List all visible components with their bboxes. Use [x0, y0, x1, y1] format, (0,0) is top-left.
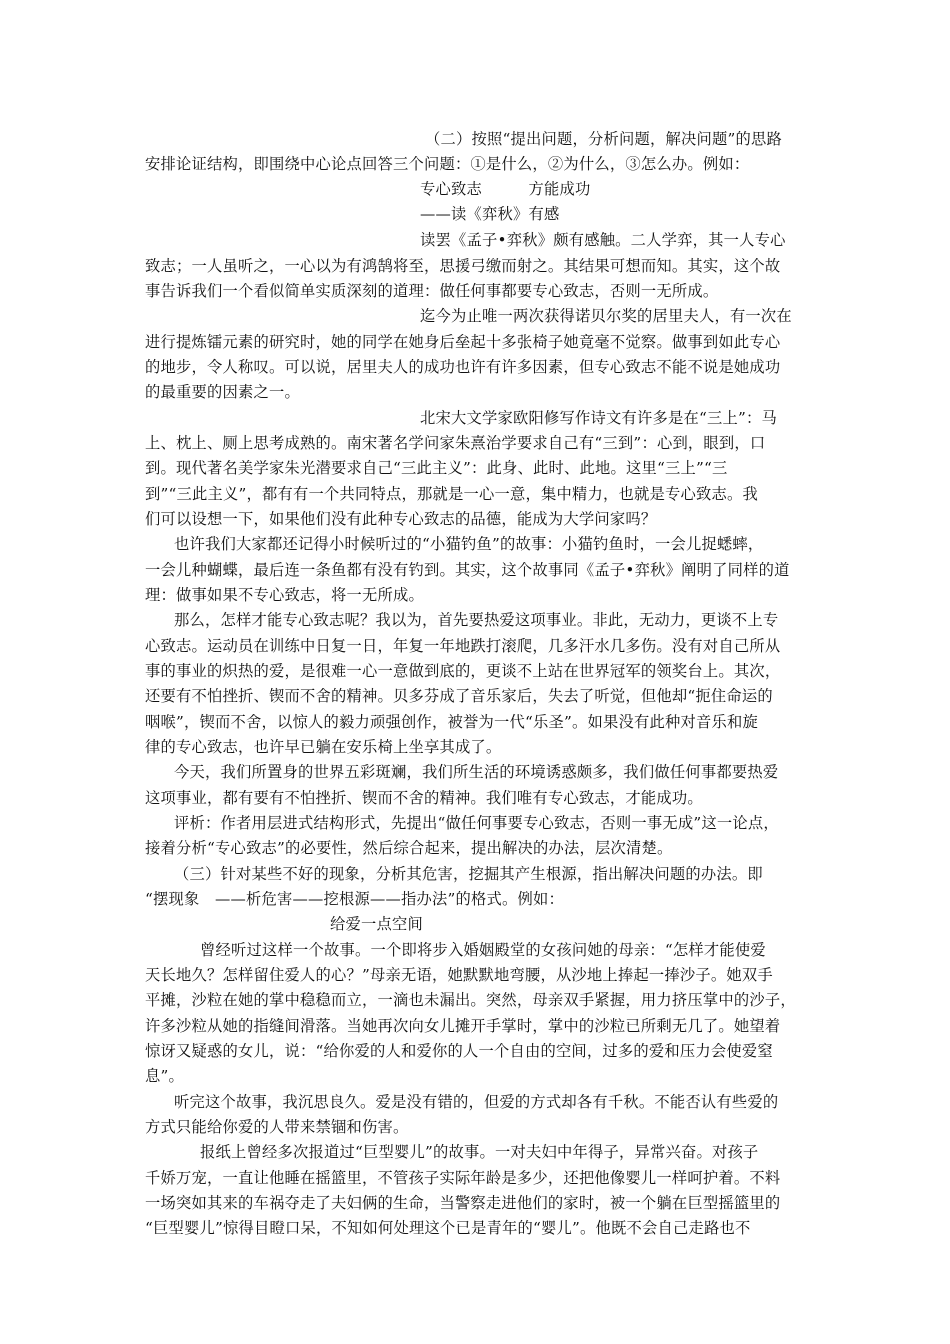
text-line: “巨型婴儿”惊得目瞪口呆，不知如何处理这个已是青年的“婴儿”。他既不会自己走路也不: [145, 1219, 751, 1237]
text-line: 北宋大文学家欧阳修写作诗文有许多是在“三上”：马: [420, 409, 777, 427]
text-line: 的最重要的因素之一。: [145, 383, 300, 401]
text-line: 进行提炼镭元素的研究时，她的同学在她身后垒起十多张椅子她竟毫不觉察。做事到如此专心: [145, 333, 781, 351]
text-line: 致志；一人虽听之，一心以为有鸿鹄将至，思援弓缴而射之。其结果可想而知。其实，这个故: [145, 257, 781, 275]
essay-title: 专心致志 方能成功: [420, 180, 591, 198]
essay-title: 给爱一点空间: [330, 915, 423, 933]
text-line: 也许我们大家都还记得小时候听过的“小猫钓鱼”的故事：小猫钓鱼时，一会儿捉蟋蟀，: [174, 535, 764, 553]
text-line: 安排论证结构，即围绕中心论点回答三个问题：①是什么，②为什么，③怎么办。例如：: [145, 155, 750, 173]
section-heading-3: （三）针对某些不好的现象，分析其危害，挖掘其产生根源，指出解决问题的办法。即: [174, 865, 763, 883]
text-line: 到”“三此主义”，都有有一个共同特点，那就是一心一意，集中精力，也就是专心致志。我: [145, 485, 758, 503]
text-line: 咽喉”，锲而不舍，以惊人的毅力顽强创作，被誉为一代“乐圣”。如果没有此种对音乐和旋: [145, 713, 758, 731]
text-line: 评析：作者用层进式结构形式，先提出“做任何事要专心致志，否则一事无成”这一论点，: [174, 814, 779, 832]
text-line: 息”。: [145, 1067, 185, 1085]
text-line: 惊讶又疑惑的女儿，说：“给你爱的人和爱你的人一个自由的空间，过多的爱和压力会使爱窒: [145, 1042, 773, 1060]
text-line: 到。现代著名美学家朱光潜要求自己“三此主义”：此身、此时、此地。这里“三上”“三: [145, 459, 728, 477]
text-line: 还要有不怕挫折、锲而不舍的精神。贝多芬成了音乐家后，失去了听觉，但他却“扼住命运的: [145, 687, 773, 705]
text-line: 一场突如其来的车祸夺走了夫妇俩的生命，当警察走进他们的家时，被一个躺在巨型摇篮里的: [145, 1194, 781, 1212]
text-line: 事的事业的炽热的爱，是很难一心一意做到底的，更谈不上站在世界冠军的领奖台上。其次，: [145, 662, 781, 680]
text-line: 平摊，沙粒在她的掌中稳稳而立，一滴也未漏出。突然，母亲双手紧握，用力挤压掌中的沙子，: [145, 991, 796, 1009]
essay-subtitle: ——读《弈秋》有感: [420, 205, 560, 223]
text-line: 一会儿种蝴蝶，最后连一条鱼都有没有钓到。其实，这个故事同《孟子•弈秋》阐明了同样的道: [145, 561, 790, 579]
text-line: “摆现象 ——析危害——挖根源——指办法”的格式。例如：: [145, 890, 564, 908]
text-line: 报纸上曾经多次报道过“巨型婴儿”的故事。一对夫妇中年得子，异常兴奋。对孩子: [200, 1143, 759, 1161]
text-line: 曾经听过这样一个故事。一个即将步入婚姻殿堂的女孩问她的母亲：“怎样才能使爱: [200, 941, 766, 959]
text-line: 事告诉我们一个看似简单实质深刻的道理：做任何事都要专心致志，否则一无所成。: [145, 282, 719, 300]
text-line: 那么，怎样才能专心致志呢？我以为，首先要热爱这项事业。非此，无动力，更谈不上专: [174, 611, 779, 629]
text-line: 千娇万宠，一直让他睡在摇篮里，不管孩子实际年龄是多少，还把他像婴儿一样呵护着。不料: [145, 1169, 781, 1187]
text-line: 迄今为止唯一两次获得诺贝尔奖的居里夫人，有一次在: [420, 307, 792, 325]
text-line: 听完这个故事，我沉思良久。爱是没有错的，但爱的方式却各有千秋。不能否认有些爱的: [174, 1093, 779, 1111]
text-line: 读罢《孟子•弈秋》颇有感触。二人学弈，其一人专心: [420, 231, 786, 249]
text-line: 们可以设想一下，如果他们没有此种专心致志的品德，能成为大学问家吗？: [145, 510, 657, 528]
text-line: 上、枕上、厕上思考成熟的。南宋著名学问家朱熹治学要求自己有“三到”：心到，眼到，口: [145, 434, 766, 452]
text-line: 这项事业，都有要有不怕挫折、锲而不舍的精神。我们唯有专心致志，才能成功。: [145, 789, 703, 807]
text-line: 天长地久？怎样留住爱人的心？”母亲无语，她默默地弯腰，从沙地上捧起一捧沙子。她双手: [145, 966, 773, 984]
text-line: 方式只能给你爱的人带来禁锢和伤害。: [145, 1118, 409, 1136]
section-heading-2: （二）按照“提出问题，分析问题，解决问题”的思路: [425, 130, 782, 148]
text-line: 今天，我们所置身的世界五彩斑斓，我们所生活的环境诱惑颇多，我们做任何事都要热爱: [174, 763, 779, 781]
text-line: 律的专心致志，也许早已躺在安乐椅上坐享其成了。: [145, 738, 502, 756]
text-line: 接着分析“专心致志”的必要性，然后综合起来，提出解决的办法，层次清楚。: [145, 839, 673, 857]
text-line: 许多沙粒从她的指缝间滑落。当她再次向女儿摊开手掌时，掌中的沙粒已所剩无几了。她望着: [145, 1017, 781, 1035]
text-line: 的地步，令人称叹。可以说，居里夫人的成功也许有许多因素，但专心致志不能不说是她成功: [145, 358, 781, 376]
text-line: 理：做事如果不专心致志，将一无所成。: [145, 586, 424, 604]
text-line: 心致志。运动员在训练中日复一日，年复一年地跌打滚爬，几多汗水几多伤。没有对自己所从: [145, 637, 781, 655]
